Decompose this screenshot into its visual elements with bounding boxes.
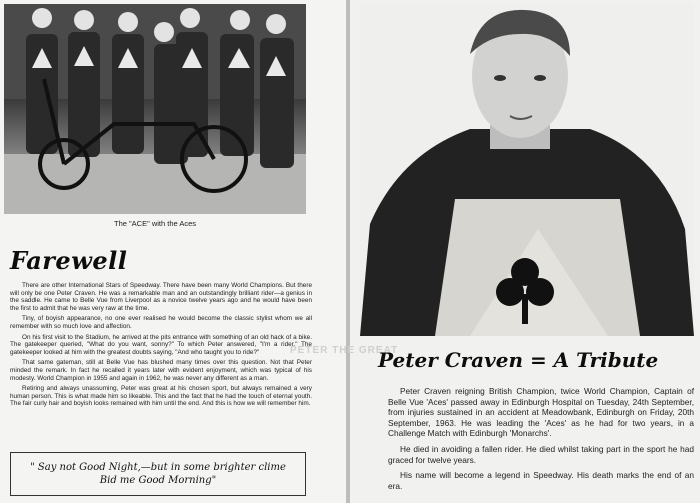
quote-line-1: " Say not Good Night,—but in some brighter clime bbox=[30, 462, 286, 473]
portrait-illustration bbox=[360, 4, 694, 336]
ghost-print-through: PETER THE GREAT bbox=[290, 345, 399, 356]
tribute-article bbox=[388, 386, 694, 496]
article-paragraph: On his first visit to the Stadium, he arrived at the pits entrance with something of an old hack of a bike. The gatekeeper queried, "What do you want, sonny?" To which Peter answered, "I'm a rider." The gatekeeper looked at him with the greatest doubts saying, "And who taught you to ride?" bbox=[10, 333, 312, 356]
article-paragraph: That same gateman, still at Belle Vue has blushed many times over this question. Not that Peter minded the remark. In fact he recalled it years later with evident enjoyment, which was typical of his modesty. World Champion in 1955 and again in 1962, he was never any different as a man. bbox=[10, 359, 312, 382]
article-paragraph: There are other International Stars of Speedway. There have been many World Champions. But there will only be one Peter Craven. He was a remarkable man and an outstandingly brilliant rider—a genius in the saddle. He came to Belle Vue from Liverpool as a novice twelve years ago and he would have been the first to admit that he was very raw at the time. bbox=[10, 282, 312, 312]
tribute-paragraph: His name will become a legend in Speedway. His death marks the end of an era. bbox=[388, 470, 694, 491]
article-paragraph: Retiring and always unassuming, Peter was great at his chosen sport, but always remained a very human person. This is what made him so likeable. This and the fact that he had the touch of eternal youth. The fair curly hair and boyish looks remained with him until the end. And this is how we will remember him. bbox=[10, 385, 312, 408]
team-photo bbox=[4, 4, 306, 214]
tribute-paragraph: He died in avoiding a fallen rider. He died whilst taking part in the sport he had graced for twelve years. bbox=[388, 443, 694, 465]
left-page bbox=[0, 0, 346, 503]
team-photo-illustration bbox=[4, 4, 306, 214]
tribute-paragraph: Peter Craven reigning British Champion, twice World Champion, Captain of Belle Vue 'Aces' passed away in Edinburgh Hospital on Tuesday, 24th September, from injuries sustained in an accident at Meadowbank, Edinburgh on Friday, 20th September, 1963. He was leading the 'Aces' as he had for two years, in a Challenge Match with Edinburgh 'Monarchs'. bbox=[388, 386, 694, 439]
farewell-headline: Farewell bbox=[10, 246, 128, 275]
article-paragraph: Tiny, of boyish appearance, no one ever realised he would become the classic stylist whom we all remember with so much love and affection. bbox=[10, 315, 312, 330]
quote-line-2: Bid me Good Morning" bbox=[99, 475, 217, 486]
quote-box bbox=[10, 452, 306, 496]
photo-caption: The "ACE" with the Aces bbox=[113, 219, 197, 228]
tribute-title: Peter Craven = A Tribute bbox=[378, 348, 659, 372]
portrait-photo bbox=[360, 4, 694, 336]
farewell-article bbox=[10, 282, 312, 411]
